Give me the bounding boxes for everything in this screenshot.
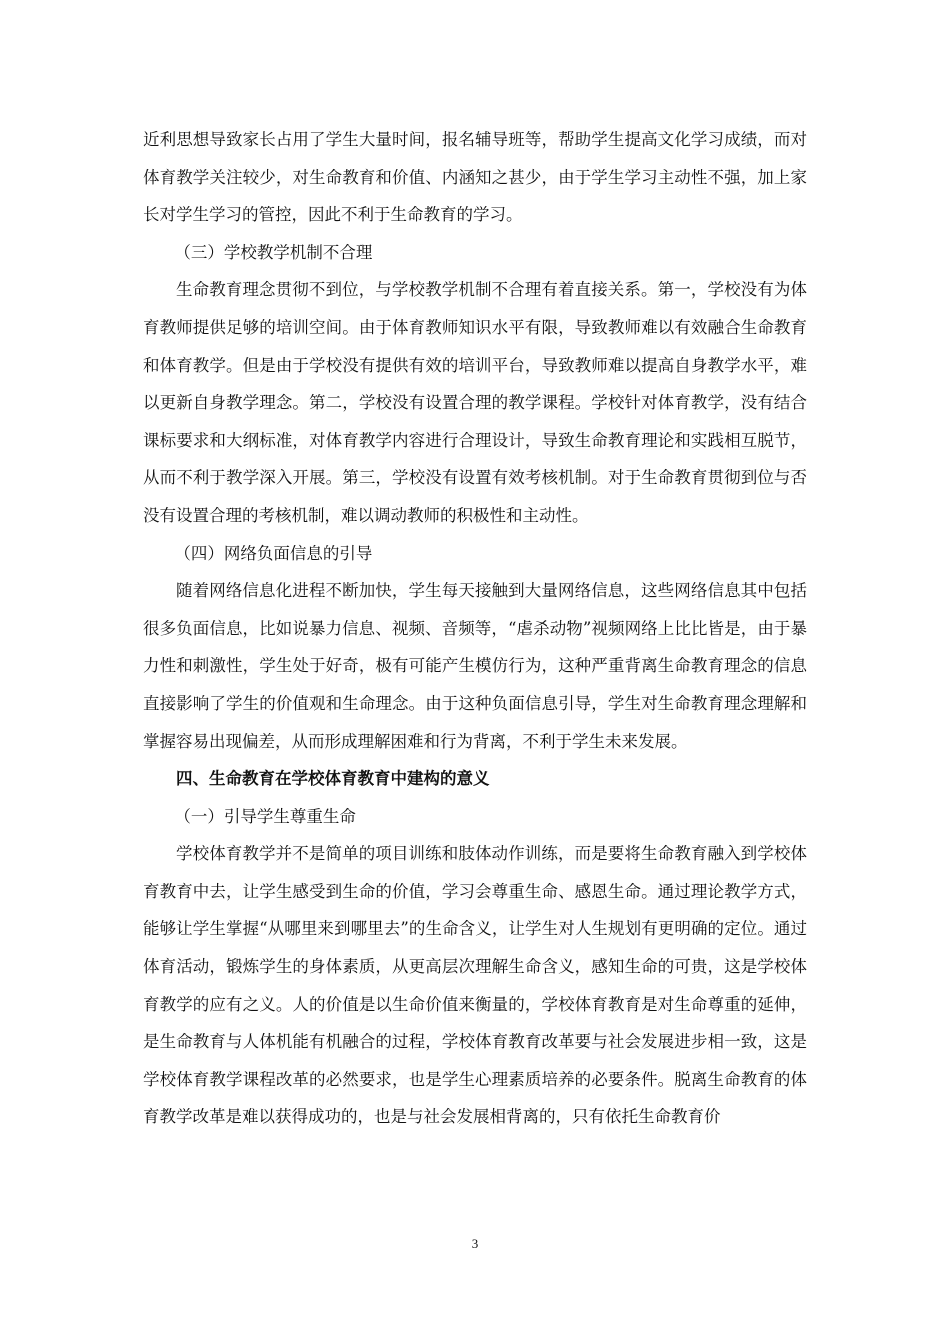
paragraph-respect-life: 学校体育教学并不是简单的项目训练和肢体动作训练，而是要将生命教育融入到学校体育教育中去，让学生感受到生命的价值，学习会尊重生命、感恩生命。通过理论教学方式，能够让学生掌握“从哪里来到哪里去”的生命含义，让学生对人生规划有更明确的定位。通过体育活动，锻炼学生的身体素质，从更高层次理解生命含义，感知生命的可贵，这是学校体育教学的应有之义。人的价值是以生命价值来衡量的，学校体育教育是对生命尊重的延伸，是生命教育与人体机能有机融合的过程，学校体育教育改革要与社会发展进步相一致，这是学校体育教学课程改革的必然要求，也是学生心理素质培养的必要条件。脱离生命教育的体育教学改革是难以获得成功的，也是与社会发展相背离的，只有依托生命教育价 xyxy=(143,844,807,1127)
subheading-respect-life: （一）引导学生尊重生命 xyxy=(174,806,356,826)
page-number: 3 xyxy=(471,1236,479,1251)
paragraph-negative-network-info: 随着网络信息化进程不断加快，学生每天接触到大量网络信息，这些网络信息其中包括很多负面信息，比如说暴力信息、视频、音频等，“虐杀动物”视频网络上比比皆是，由于暴力性和刺激性，学生处于好奇，极有可能产生模仿行为，这种严重背离生命教育理念的信息直接影响了学生的价值观和生命理念。由于这种负面信息引导，学生对生命教育理念理解和掌握容易出现偏差，从而形成理解困难和行为背离，不利于学生未来发展。 xyxy=(143,581,807,751)
subheading-negative-network-info: （四）网络负面信息的引导 xyxy=(174,543,373,563)
paragraph-school-mechanism: 生命教育理念贯彻不到位，与学校教学机制不合理有着直接关系。第一，学校没有为体育教师提供足够的培训空间。由于体育教师知识水平有限，导致教师难以有效融合生命教育和体育教学。但是由于学校没有提供有效的培训平台，导致教师难以提高自身教学水平，难以更新自身教学理念。第二，学校没有设置合理的教学课程。学校针对体育教学，没有结合课标要求和大纲标准，对体育教学内容进行合理设计，导致生命教育理论和实践相互脱节，从而不利于教学深入开展。第三，学校没有设置有效考核机制。对于生命教育贯彻到位与否没有设置合理的考核机制，难以调动教师的积极性和主动性。 xyxy=(143,280,807,525)
subheading-school-mechanism: （三）学校教学机制不合理 xyxy=(174,242,373,262)
page-body xyxy=(143,121,807,1136)
section-heading-significance: 四、生命教育在学校体育教育中建构的意义 xyxy=(176,769,490,789)
paragraph-continued: 近利思想导致家长占用了学生大量时间，报名辅导班等，帮助学生提高文化学习成绩，而对体育教学关注较少，对生命教育和价值、内涵知之甚少，由于学生学习主动性不强，加上家长对学生学习的管控，因此不利于生命教育的学习。 xyxy=(143,130,807,225)
